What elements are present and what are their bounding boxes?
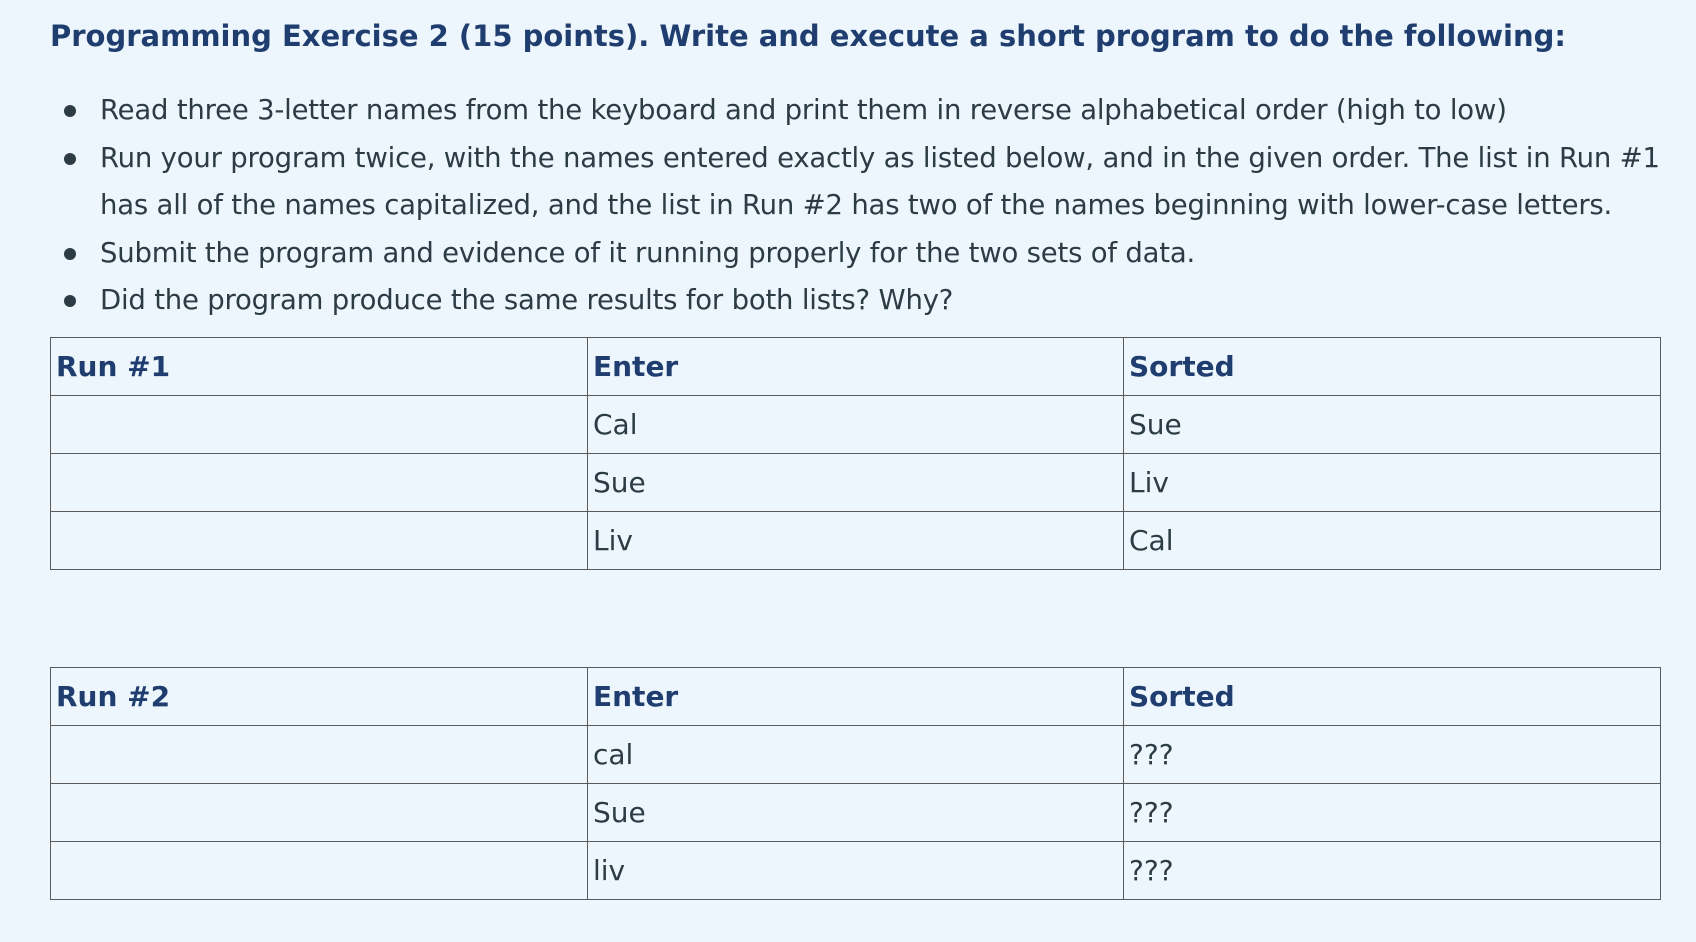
run-cell: [51, 726, 588, 784]
table-header-row: [51, 668, 1661, 726]
instruction-list: [50, 87, 1690, 325]
bullet-icon: [64, 105, 76, 117]
instruction-item: [50, 135, 1690, 230]
run-label-header: Run #1: [51, 338, 588, 396]
instruction-item: [50, 277, 1690, 325]
run-cell: [51, 784, 588, 842]
enter-cell: Cal: [588, 396, 1124, 454]
run-cell: [51, 454, 588, 512]
run2-table: [50, 667, 1661, 900]
sorted-cell: Liv: [1124, 454, 1661, 512]
table-row: [51, 726, 1661, 784]
table-header-row: [51, 338, 1661, 396]
sorted-cell: ???: [1124, 784, 1661, 842]
run1-table: [50, 337, 1661, 570]
sorted-header: Sorted: [1124, 668, 1661, 726]
enter-header: Enter: [588, 338, 1124, 396]
exercise-title: Programming Exercise 2 (15 points). Write and execute a short program to do the following:: [50, 19, 1566, 53]
instruction-item: [50, 87, 1690, 135]
run-label-header: Run #2: [51, 668, 588, 726]
instruction-text: Did the program produce the same results for both lists? Why?: [100, 284, 954, 316]
run-cell: [51, 396, 588, 454]
bullet-icon: [64, 248, 76, 260]
run-cell: [51, 842, 588, 900]
enter-cell: cal: [588, 726, 1124, 784]
enter-cell: Liv: [588, 512, 1124, 570]
sorted-cell: ???: [1124, 726, 1661, 784]
sorted-header: Sorted: [1124, 338, 1661, 396]
enter-cell: Sue: [588, 454, 1124, 512]
instruction-text: Read three 3-letter names from the keyboard and print them in reverse alphabetical order (high to low): [100, 94, 1507, 126]
sorted-cell: ???: [1124, 842, 1661, 900]
enter-cell: liv: [588, 842, 1124, 900]
table-row: [51, 842, 1661, 900]
table-row: [51, 396, 1661, 454]
sorted-cell: Sue: [1124, 396, 1661, 454]
table-row: [51, 454, 1661, 512]
enter-cell: Sue: [588, 784, 1124, 842]
table-row: [51, 512, 1661, 570]
instruction-item: [50, 230, 1690, 278]
bullet-icon: [64, 153, 76, 165]
instruction-text: Run your program twice, with the names entered exactly as listed below, and in the given order. The list in Run #1 has all of the names capitalized, and the list in Run #2 has two of the names beginning with lower-case letters.: [100, 141, 1660, 221]
instruction-text: Submit the program and evidence of it running properly for the two sets of data.: [100, 236, 1196, 269]
enter-header: Enter: [588, 668, 1124, 726]
bullet-icon: [64, 295, 76, 307]
run-cell: [51, 512, 588, 570]
table-row: [51, 784, 1661, 842]
sorted-cell: Cal: [1124, 512, 1661, 570]
